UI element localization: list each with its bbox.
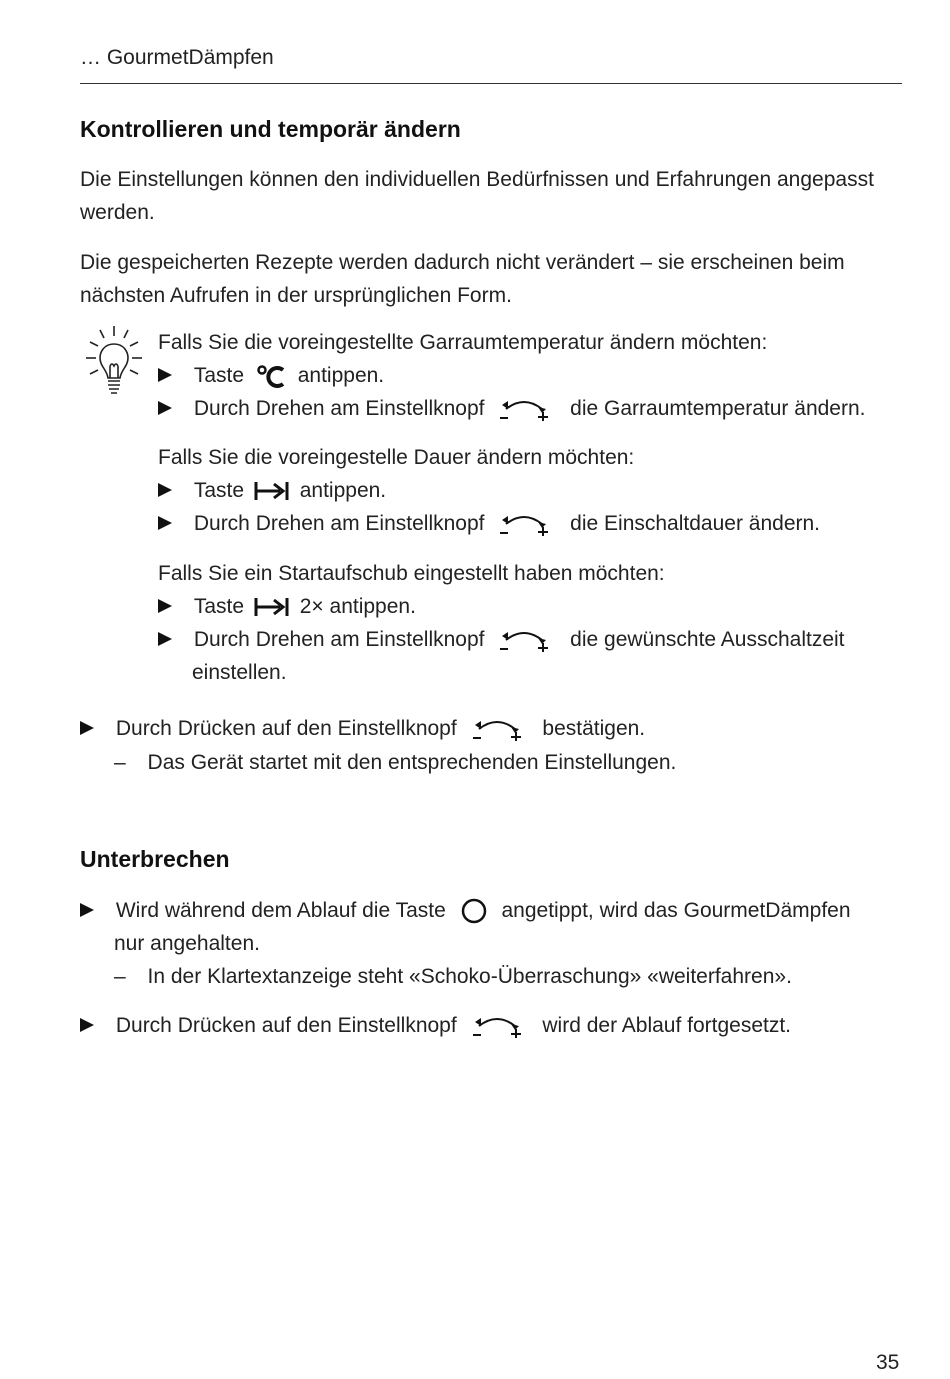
running-header: … GourmetDämpfen xyxy=(80,46,274,69)
temperature-step-2 xyxy=(158,392,865,425)
step-text: antippen. xyxy=(297,364,385,387)
bullet-arrow-icon xyxy=(158,483,172,497)
step-text: angetippt, wird das GourmetDämpfen xyxy=(501,899,851,922)
delay-step-2 xyxy=(158,623,845,656)
step-text: Taste xyxy=(193,364,245,387)
step-text: Taste xyxy=(193,479,245,502)
step-text: Durch Drücken auf den Einstellknopf xyxy=(115,717,457,740)
control-knob-icon xyxy=(498,397,550,421)
bullet-arrow-icon xyxy=(158,599,172,613)
step-text: die Einschaltdauer ändern. xyxy=(570,512,821,535)
bullet-arrow-icon xyxy=(80,721,94,735)
step-text: Durch Drehen am Einstellknopf xyxy=(193,397,485,420)
result-text: In der Klartextanzeige steht «Schoko-Überraschung» «weiterfahren». xyxy=(147,965,792,988)
step-text: die gewünschte Ausschaltzeit xyxy=(570,628,845,651)
celsius-icon xyxy=(256,364,286,388)
temperature-step-1 xyxy=(158,359,384,392)
step-text: wird der Ablauf fortgesetzt. xyxy=(542,1014,792,1037)
delay-step-2-continued: einstellen. xyxy=(192,661,287,684)
dash-marker: – xyxy=(114,751,126,774)
control-knob-icon xyxy=(498,628,550,652)
interrupt-step-1-continued: nur angehalten. xyxy=(114,932,260,955)
step-text: Durch Drücken auf den Einstellknopf xyxy=(115,1014,457,1037)
paragraph-1-text: Die Einstellungen können den individuellen Bedürfnissen und Erfahrungen angepasst xyxy=(80,168,874,191)
step-text: die Garraumtemperatur ändern. xyxy=(570,397,866,420)
confirm-step xyxy=(80,712,645,745)
section-heading-control: Kontrollieren und temporär ändern xyxy=(80,116,461,142)
paragraph-2-line-1: Die gespeicherten Rezepte werden dadurch nicht verändert – sie erscheinen beim xyxy=(80,251,845,274)
lightbulb-icon xyxy=(82,322,146,400)
step-text: Durch Drehen am Einstellknopf xyxy=(193,512,485,535)
interrupt-step-2 xyxy=(80,1009,791,1042)
section-heading-interrupt: Unterbrechen xyxy=(80,846,230,872)
confirm-result xyxy=(114,746,676,779)
timer-icon xyxy=(254,596,290,618)
step-text: Wird während dem Ablauf die Taste xyxy=(115,899,446,922)
interrupt-step-1 xyxy=(80,894,902,927)
bullet-arrow-icon xyxy=(158,632,172,646)
control-knob-icon xyxy=(471,1014,523,1038)
control-knob-icon xyxy=(471,717,523,741)
paragraph-1-line-2: werden. xyxy=(80,201,155,224)
step-text: 2× antippen. xyxy=(299,595,416,618)
circle-button-icon xyxy=(460,897,488,925)
bullet-arrow-icon xyxy=(158,516,172,530)
step-text: Taste xyxy=(193,595,245,618)
step-text: Durch Drehen am Einstellknopf xyxy=(193,628,485,651)
step-text: bestätigen. xyxy=(542,717,646,740)
header-rule xyxy=(80,83,902,84)
duration-intro: Falls Sie die voreingestelle Dauer ändern möchten: xyxy=(158,446,635,469)
bullet-arrow-icon xyxy=(80,903,94,917)
timer-icon xyxy=(254,480,290,502)
bullet-arrow-icon xyxy=(158,368,172,382)
interrupt-result xyxy=(114,960,792,993)
paragraph-1-line-1 xyxy=(80,163,902,196)
bullet-arrow-icon xyxy=(80,1018,94,1032)
delay-step-1 xyxy=(158,590,416,623)
dash-marker: – xyxy=(114,965,126,988)
duration-step-2 xyxy=(158,507,820,540)
step-text: antippen. xyxy=(299,479,387,502)
result-text: Das Gerät startet mit den entsprechenden Einstellungen. xyxy=(147,751,677,774)
temperature-intro: Falls Sie die voreingestellte Garraumtemperatur ändern möchten: xyxy=(158,331,768,354)
bullet-arrow-icon xyxy=(158,401,172,415)
duration-step-1 xyxy=(158,474,386,507)
delay-intro: Falls Sie ein Startaufschub eingestellt haben möchten: xyxy=(158,562,665,585)
page-number: 35 xyxy=(876,1351,900,1374)
paragraph-2-line-2: nächsten Aufrufen in der ursprünglichen Form. xyxy=(80,284,512,307)
control-knob-icon xyxy=(498,512,550,536)
